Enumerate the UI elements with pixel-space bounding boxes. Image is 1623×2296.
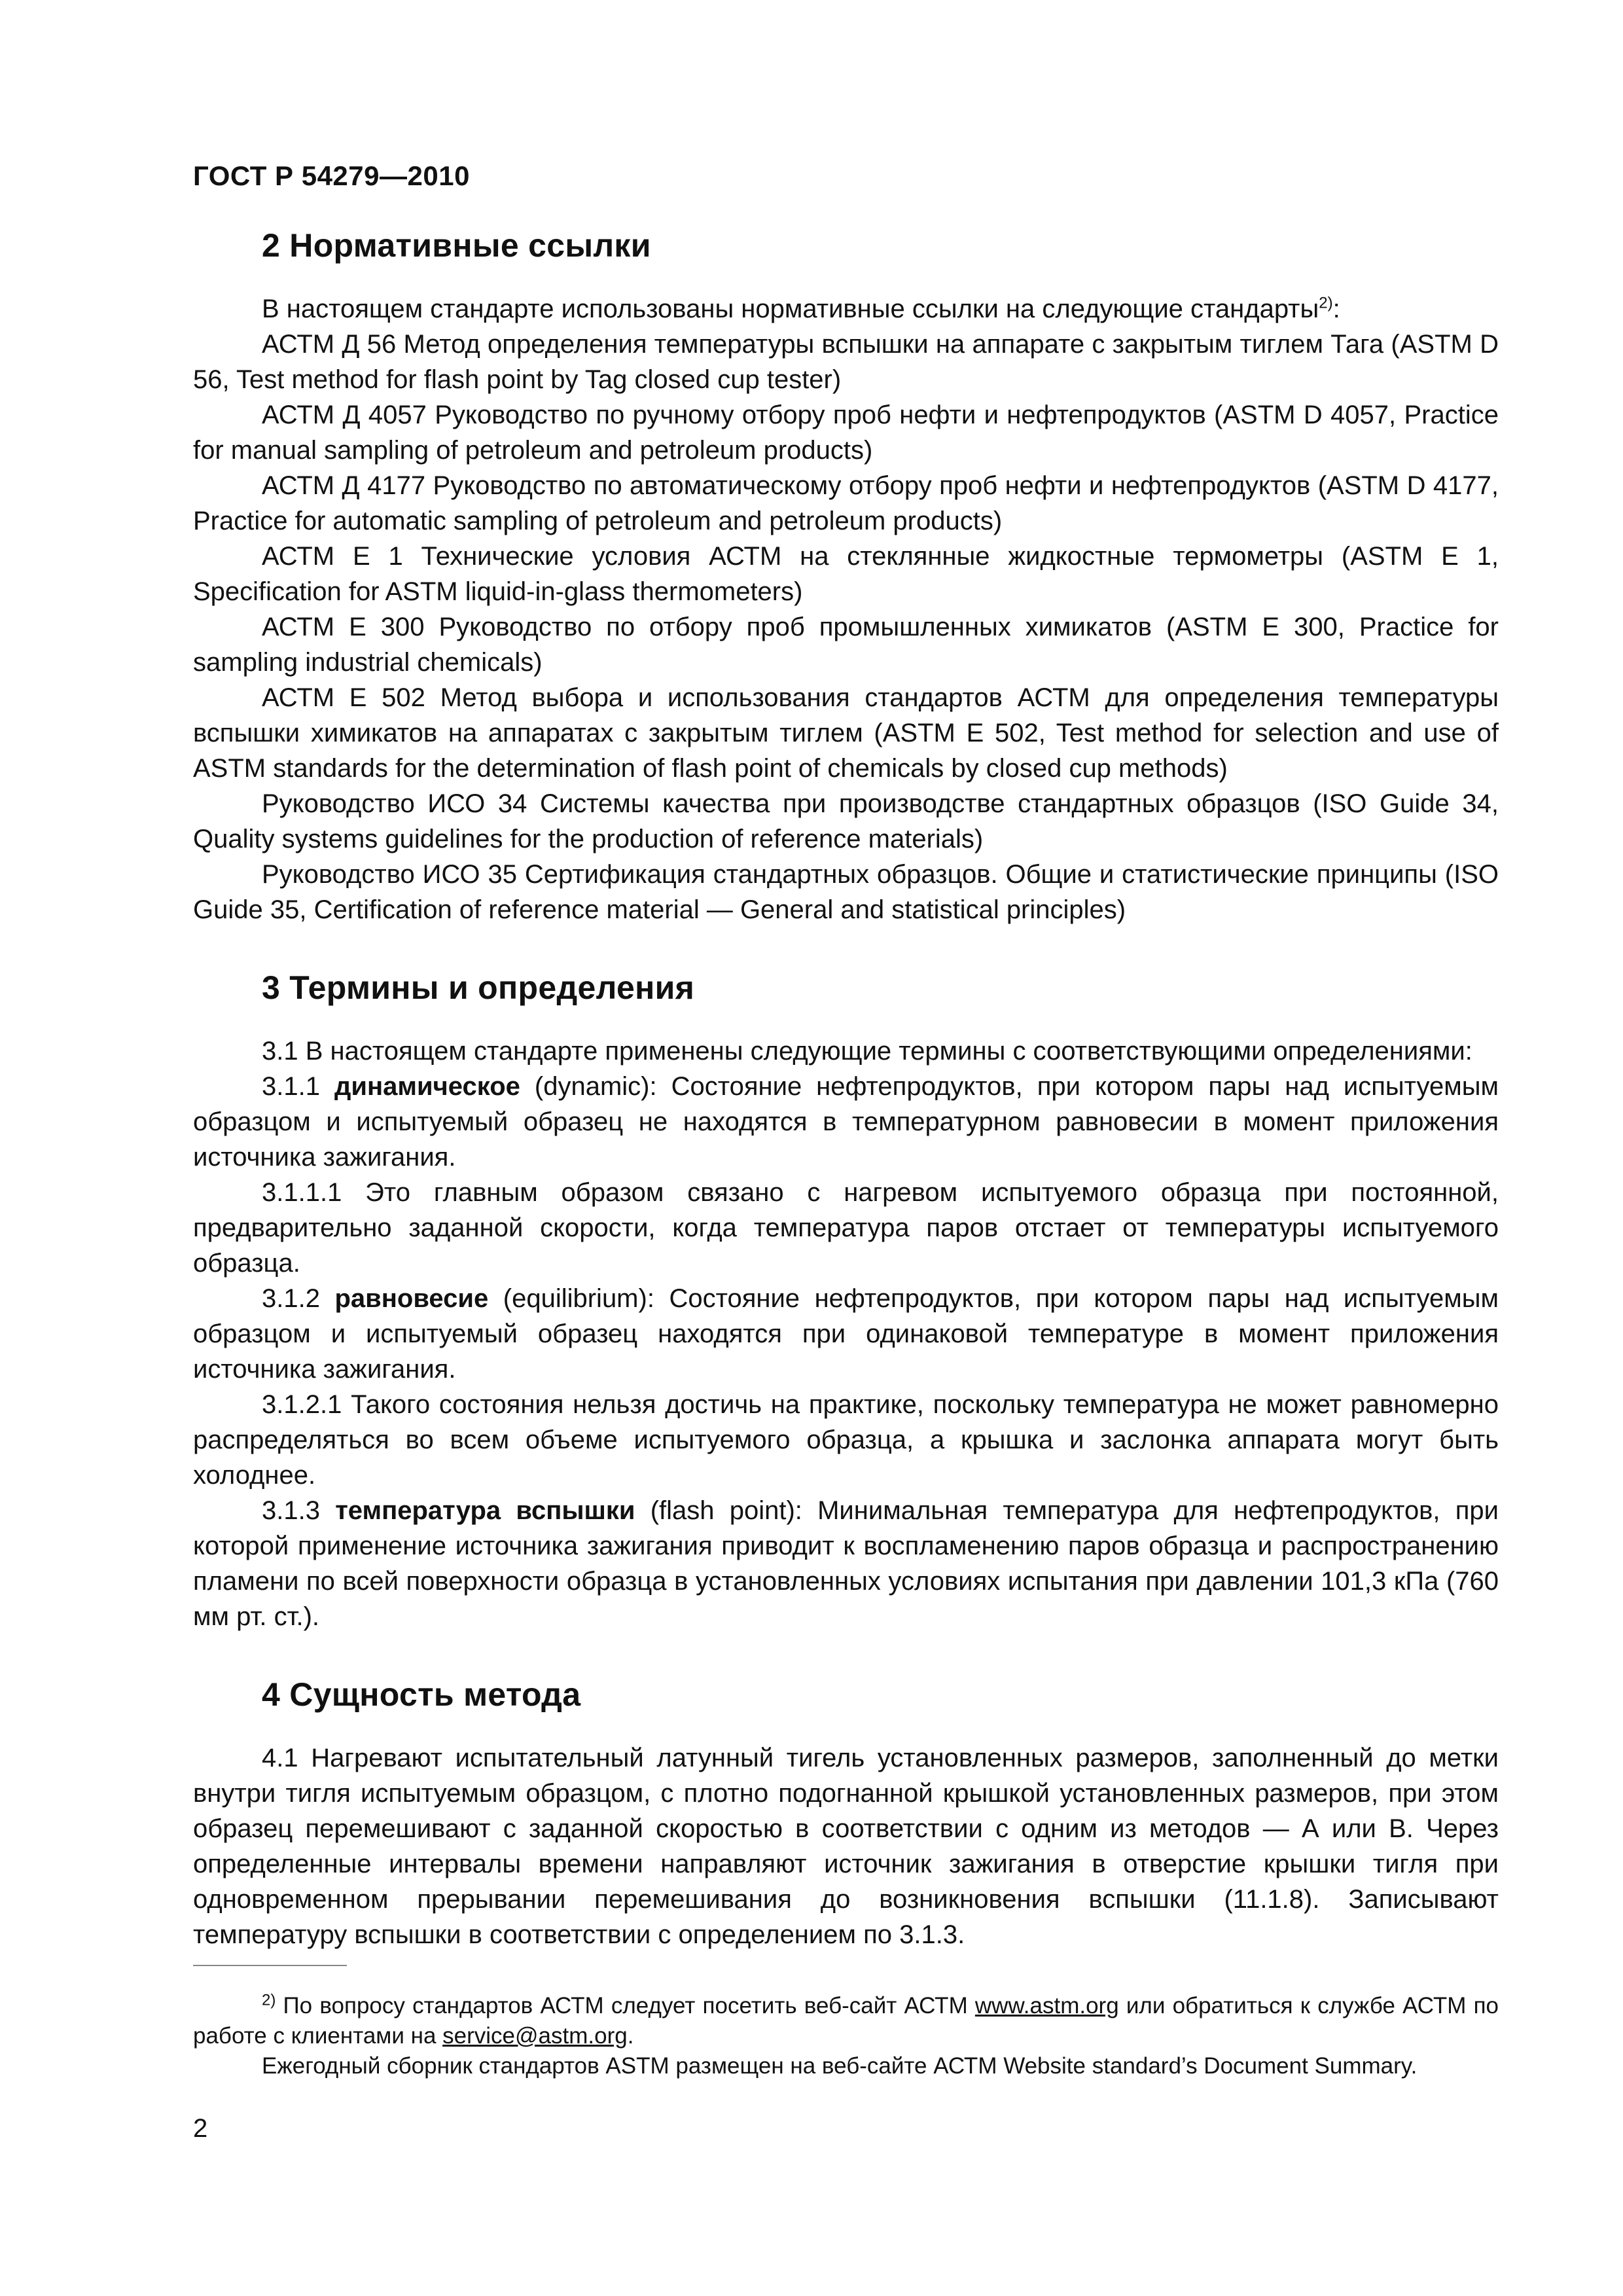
definition-text: (dynamic): Состояние нефтепродуктов, при котором пары над испытуемым образцом и испытуемый образец не находятся в температурном равновесии в момент приложения источника зажигания. — [193, 1072, 1499, 1172]
para-3-1-3 — [193, 1493, 1499, 1634]
ref-astm-e502: АСТМ Е 502 Метод выбора и использования стандартов АСТМ для определения температуры вспышки химикатов на аппаратах с закрытым тиглем (ASTM E 502, Test method for selection and use of ASTM standards for the determination of flash point of chemicals by closed cup methods) — [193, 683, 1499, 783]
page-number: 2 — [193, 2114, 208, 2143]
footnotes — [193, 1991, 1499, 2081]
term-flash-point: температура вспышки — [335, 1496, 635, 1525]
footnote-text: . — [627, 2023, 634, 2049]
ref-astm-d56: АСТМ Д 56 Метод определения температуры вспышки на аппарате с закрытым тиглем Тага (ASTM D 56, Test method for flash point by Tag closed cup tester) — [193, 330, 1499, 394]
footnote-text: По вопросу стандартов АСТМ следует посетить веб-сайт АСТМ — [276, 1993, 975, 2018]
astm-service-email-link[interactable]: service@astm.org — [442, 2023, 628, 2049]
intro-colon: : — [1332, 295, 1340, 323]
para-3-1-1 — [193, 1069, 1499, 1175]
term-dynamic: динамическое — [334, 1072, 520, 1101]
ref-astm-d4057: АСТМ Д 4057 Руководство по ручному отбору проб нефти и нефтепродуктов (ASTM D 4057, Practice for manual sampling of petroleum and petroleum products) — [193, 401, 1499, 465]
para-4-1: 4.1 Нагревают испытательный латунный тигель установленных размеров, заполненный до метки внутри тигля испытуемым образцом, с плотно подогнанной крышкой установленных размеров, при этом образец перемешивают с заданной скоростью в соответствии с одним из методов — А или В. Через определенные интервалы времени направляют источник зажигания в отверстие крышки тигля при одновременном прерывании перемешивания до возникновения вспышки (11.1.8). Записывают температуру вспышки в соответствии с определением по 3.1.3. — [193, 1744, 1499, 1949]
intro-text: В настоящем стандарте использованы нормативные ссылки на следующие стандарты — [262, 295, 1319, 323]
clause-number: 3.1.2 — [262, 1284, 320, 1313]
ref-astm-d4177: АСТМ Д 4177 Руководство по автоматическому отбору проб нефти и нефтепродуктов (ASTM D 4177, Practice for automatic sampling of petroleum and petroleum products) — [193, 471, 1499, 535]
main-content — [193, 226, 1499, 1952]
clause-number: 3.1.1 — [262, 1072, 320, 1101]
ref-iso-guide-34: Руководство ИСО 34 Системы качества при производстве стандартных образцов (ISO Guide 34, Quality systems guidelines for the production of reference materials) — [193, 789, 1499, 853]
clause-number: 3.1.3 — [262, 1496, 320, 1525]
para-3-1: 3.1 В настоящем стандарте применены следующие термины с соответствующими определениями: — [262, 1037, 1472, 1066]
footnote-2-continued: Ежегодный сборник стандартов ASTM размещен на веб-сайте АСТМ Website standard’s Document Summary. — [262, 2053, 1418, 2079]
document-code: ГОСТ Р 54279—2010 — [193, 160, 470, 191]
footnote-mark: 2) — [262, 1991, 276, 2009]
astm-website-link[interactable]: www.astm.org — [974, 1993, 1119, 2018]
footnote-text: или обратиться к службе АСТМ по работе с клиентами на — [193, 1993, 1499, 2049]
term-equilibrium: равновесие — [334, 1284, 489, 1313]
definition-text: (flash point): Минимальная температура для нефтепродуктов, при которой применение источника зажигания приводит к воспламенению паров образца и распространению пламени по всей поверхности образца в установленных условиях испытания при давлении 101,3 кПа (760 мм рт. ст.). — [193, 1496, 1499, 1631]
ref-iso-guide-35: Руководство ИСО 35 Сертификация стандартных образцов. Общие и статистические принципы (ISO Guide 35, Certification of reference material — General and statistical principles) — [193, 860, 1499, 924]
para-3-1-1-1: 3.1.1.1 Это главным образом связано с нагревом испытуемого образца при постоянной, предварительно заданной скорости, когда температура паров отстает от температуры испытуемого образца. — [193, 1178, 1499, 1278]
section-3-heading: 3 Термины и определения — [262, 969, 695, 1006]
ref-astm-e1: АСТМ Е 1 Технические условия АСТМ на стеклянные жидкостные термометры (ASTM E 1, Specification for ASTM liquid-in-glass thermometers) — [193, 542, 1499, 606]
footnote-2 — [193, 1991, 1499, 2051]
section-2-heading: 2 Нормативные ссылки — [262, 227, 651, 264]
footnote-ref: 2) — [1319, 294, 1333, 312]
section-4-heading: 4 Сущность метода — [262, 1676, 581, 1713]
definition-text: (equilibrium): Состояние нефтепродуктов, при котором пары над испытуемым образцом и испытуемый образец находятся при одинаковой температуре в момент приложения источника зажигания. — [193, 1284, 1499, 1384]
ref-astm-e300: АСТМ Е 300 Руководство по отбору проб промышленных химикатов (ASTM E 300, Practice for sampling industrial chemicals) — [193, 613, 1499, 677]
footnote-separator — [193, 1965, 347, 1966]
section-2-intro — [193, 291, 1499, 327]
para-3-1-2-1: 3.1.2.1 Такого состояния нельзя достичь на практике, поскольку температура не может равномерно распределяться во всем объеме испытуемого образца, а крышка и заслонка аппарата могут быть холоднее. — [193, 1390, 1499, 1490]
para-3-1-2 — [193, 1281, 1499, 1387]
